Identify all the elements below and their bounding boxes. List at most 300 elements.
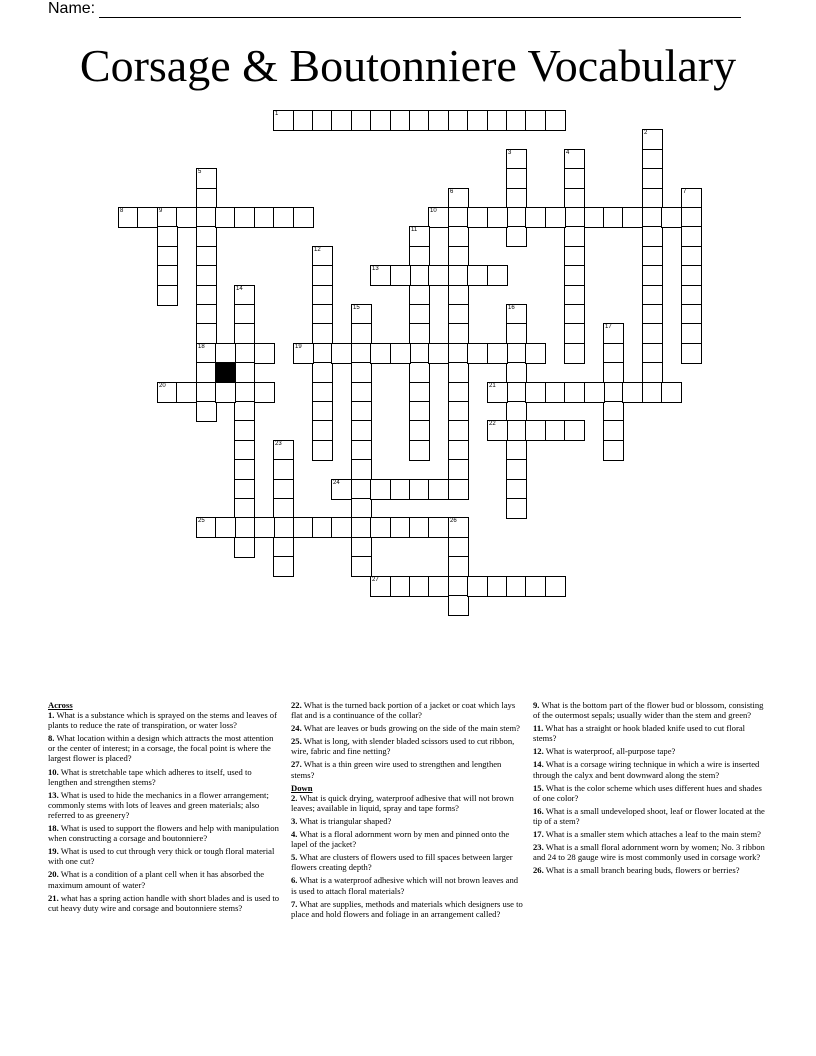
crossword-cell[interactable]: [448, 595, 469, 616]
crossword-cell[interactable]: [428, 517, 449, 538]
crossword-cell[interactable]: [254, 207, 275, 228]
clue-number: 20: [159, 383, 166, 389]
crossword-cell[interactable]: [545, 576, 566, 597]
clue-across: [291, 736, 525, 756]
crossword-cell[interactable]: [564, 207, 585, 228]
crossword-cell[interactable]: [506, 401, 527, 422]
crossword-cell[interactable]: [564, 265, 585, 286]
crossword-cell[interactable]: [506, 207, 527, 228]
clue-number: 14: [236, 286, 243, 292]
crossword-cell[interactable]: [448, 576, 469, 597]
crossword-cell[interactable]: [448, 479, 469, 500]
clue-text: What has a straight or hook bladed knife used to cut floral stems?: [533, 723, 746, 744]
crossword-cell[interactable]: [603, 382, 624, 403]
crossword-cell[interactable]: [234, 343, 255, 364]
crossword-cell[interactable]: [351, 459, 372, 480]
crossword-cell[interactable]: [312, 285, 333, 306]
crossword-cell[interactable]: [564, 343, 585, 364]
crossword-cell[interactable]: [196, 226, 217, 247]
clue-number: 20.: [48, 869, 59, 880]
crossword-cell[interactable]: [409, 285, 430, 306]
crossword-cell[interactable]: [351, 556, 372, 577]
crossword-cell[interactable]: [312, 401, 333, 422]
clue-text: What are leaves or buds growing on the side of the main stem?: [303, 723, 520, 734]
crossword-cell[interactable]: [118, 207, 139, 228]
crossword-cell[interactable]: [234, 498, 255, 519]
crossword-cell[interactable]: [331, 479, 352, 500]
crossword-cell[interactable]: [293, 110, 314, 131]
crossword-cell[interactable]: [196, 285, 217, 306]
crossword-cell[interactable]: [487, 420, 508, 441]
crossword-cell[interactable]: [681, 343, 702, 364]
crossword-cell[interactable]: [506, 440, 527, 461]
crossword-cell[interactable]: [642, 265, 663, 286]
crossword-cell[interactable]: [409, 479, 430, 500]
crossword-cell[interactable]: [428, 576, 449, 597]
clue-text: What is quick drying, waterproof adhesive that will not brown leaves; available in liquid, spray and tape forms?: [291, 792, 514, 813]
clue-down: [533, 806, 767, 826]
crossword-cell[interactable]: [273, 537, 294, 558]
clue-text: What is a floral adornment worn by men and pinned onto the lapel of the jacket?: [291, 829, 510, 850]
crossword-cell[interactable]: [428, 110, 449, 131]
crossword-cell[interactable]: [351, 537, 372, 558]
crossword-cell[interactable]: [506, 323, 527, 344]
crossword-cell[interactable]: [564, 304, 585, 325]
crossword-cell[interactable]: [312, 110, 333, 131]
crossword-cell[interactable]: [196, 382, 217, 403]
crossword-cell[interactable]: [525, 207, 546, 228]
crossword-cell[interactable]: [409, 265, 430, 286]
crossword-cell[interactable]: [234, 517, 255, 538]
crossword-cell[interactable]: [409, 576, 430, 597]
crossword-cell[interactable]: [506, 168, 527, 189]
crossword-cell[interactable]: [448, 246, 469, 267]
crossword-cell[interactable]: [681, 285, 702, 306]
clue-down: [533, 700, 767, 720]
crossword-cell[interactable]: [157, 285, 178, 306]
crossword-cell[interactable]: [196, 323, 217, 344]
crossword-cell[interactable]: [196, 362, 217, 383]
crossword-cell[interactable]: [390, 479, 411, 500]
clue-number: 11: [411, 227, 418, 233]
crossword-cell[interactable]: [351, 479, 372, 500]
crossword-cell[interactable]: [603, 343, 624, 364]
crossword-cell[interactable]: [312, 362, 333, 383]
crossword-cell[interactable]: [584, 207, 605, 228]
across-heading: Across: [48, 700, 73, 710]
crossword-cell[interactable]: [312, 382, 333, 403]
crossword-cell[interactable]: [603, 420, 624, 441]
crossword-cell[interactable]: [448, 226, 469, 247]
crossword-cell[interactable]: [428, 479, 449, 500]
crossword-cell[interactable]: [448, 188, 469, 209]
crossword-cell[interactable]: [448, 556, 469, 577]
crossword-cell[interactable]: [642, 207, 663, 228]
crossword-cell[interactable]: [234, 382, 255, 403]
crossword-cell[interactable]: [487, 207, 508, 228]
crossword-cell[interactable]: [390, 110, 411, 131]
crossword-cell[interactable]: [545, 382, 566, 403]
crossword-cell[interactable]: [215, 207, 236, 228]
crossword-cell[interactable]: [487, 265, 508, 286]
crossword-cell[interactable]: [448, 459, 469, 480]
clue-number: 24: [333, 480, 340, 486]
crossword-cell[interactable]: [331, 343, 352, 364]
crossword-cell[interactable]: [603, 323, 624, 344]
crossword-cell[interactable]: [506, 576, 527, 597]
crossword-cell[interactable]: [390, 517, 411, 538]
crossword-cell[interactable]: [448, 304, 469, 325]
crossword-cell[interactable]: [234, 401, 255, 422]
crossword-cell[interactable]: [409, 420, 430, 441]
crossword-cell[interactable]: [234, 440, 255, 461]
crossword-cell[interactable]: [234, 207, 255, 228]
crossword-cell[interactable]: [234, 285, 255, 306]
crossword-cell[interactable]: [467, 110, 488, 131]
crossword-cell[interactable]: [370, 343, 391, 364]
clue-down: [291, 816, 525, 826]
crossword-cell[interactable]: [273, 479, 294, 500]
crossword-cell[interactable]: [681, 226, 702, 247]
crossword-cell[interactable]: [196, 188, 217, 209]
crossword-cell[interactable]: [506, 149, 527, 170]
crossword-cell[interactable]: [448, 362, 469, 383]
crossword-cell[interactable]: [409, 401, 430, 422]
crossword-cell[interactable]: [409, 382, 430, 403]
crossword-cell[interactable]: [448, 343, 469, 364]
clue-text: What is the color scheme which uses different hues and shades of one color?: [533, 782, 762, 803]
crossword-cell[interactable]: [564, 382, 585, 403]
crossword-cell[interactable]: [545, 110, 566, 131]
crossword-cell[interactable]: [157, 246, 178, 267]
crossword-cell[interactable]: [390, 265, 411, 286]
crossword-cell[interactable]: [681, 304, 702, 325]
crossword-cell[interactable]: [428, 343, 449, 364]
clue-text: What is a smaller stem which attaches a leaf to the main stem?: [545, 829, 761, 840]
crossword-cell[interactable]: [622, 382, 643, 403]
crossword-cell[interactable]: [681, 246, 702, 267]
crossword-cell[interactable]: [506, 420, 527, 441]
crossword-cell[interactable]: [564, 188, 585, 209]
crossword-cell[interactable]: [176, 382, 197, 403]
clue-number: 3.: [291, 815, 298, 826]
clue-across: [291, 700, 525, 720]
crossword-cell[interactable]: [273, 110, 294, 131]
crossword-cell[interactable]: [448, 401, 469, 422]
crossword-cell[interactable]: [370, 576, 391, 597]
clue-text: What is used to hide the mechanics in a flower arrangement; commonly stems with lots of leaves and green materials; also referred to as greenery?: [48, 789, 269, 820]
page-title: Corsage & Boutonniere Vocabulary: [79, 40, 737, 91]
crossword-cell[interactable]: [448, 517, 469, 538]
crossword-cell[interactable]: [506, 459, 527, 480]
crossword-cell[interactable]: [506, 188, 527, 209]
crossword-cell[interactable]: [487, 382, 508, 403]
crossword-cell[interactable]: [234, 304, 255, 325]
crossword-cell[interactable]: [467, 576, 488, 597]
crossword-cell[interactable]: [642, 362, 663, 383]
crossword-cell[interactable]: [351, 323, 372, 344]
crossword-cell[interactable]: [312, 323, 333, 344]
clue-number: 2: [644, 130, 648, 136]
crossword-cell[interactable]: [603, 440, 624, 461]
crossword-cell[interactable]: [681, 207, 702, 228]
crossword-cell[interactable]: [506, 479, 527, 500]
crossword-cell[interactable]: [448, 285, 469, 306]
clue-text: What are supplies, methods and materials which designers use to place and hold flowers and foliage in an arrangement called?: [291, 898, 523, 919]
crossword-cell[interactable]: [525, 576, 546, 597]
crossword-cell[interactable]: [409, 440, 430, 461]
clue-text: What is used to support the flowers and help with manipulation when constructing a corsage and boutonniere?: [48, 823, 279, 844]
crossword-cell[interactable]: [331, 517, 352, 538]
crossword-cell[interactable]: [312, 517, 333, 538]
crossword-cell[interactable]: [564, 246, 585, 267]
crossword-cell[interactable]: [254, 517, 275, 538]
clue-number: 7.: [291, 898, 298, 909]
crossword-cell[interactable]: [506, 226, 527, 247]
crossword-cell[interactable]: [467, 265, 488, 286]
clues-section: [48, 700, 778, 960]
crossword-cell[interactable]: [196, 517, 217, 538]
crossword-cell[interactable]: [351, 382, 372, 403]
crossword-cell[interactable]: [603, 207, 624, 228]
crossword-cell[interactable]: [196, 401, 217, 422]
clue-number: 13: [372, 266, 379, 272]
clue-across: [48, 790, 282, 820]
crossword-cell[interactable]: [603, 362, 624, 383]
crossword-cell[interactable]: [564, 323, 585, 344]
crossword-cell[interactable]: [273, 440, 294, 461]
crossword-cell[interactable]: [351, 420, 372, 441]
clue-down: [533, 746, 767, 756]
crossword-cell[interactable]: [487, 343, 508, 364]
crossword-cell[interactable]: [351, 343, 372, 364]
crossword-cell[interactable]: [312, 265, 333, 286]
crossword-cell[interactable]: [312, 440, 333, 461]
clues-column-3: [533, 700, 767, 878]
crossword-cell[interactable]: [254, 382, 275, 403]
crossword-cell[interactable]: [351, 440, 372, 461]
crossword-cell[interactable]: [525, 343, 546, 364]
clue-text: What is a condition of a plant cell when it has absorbed the maximum amount of water?: [48, 869, 265, 890]
crossword-cell[interactable]: [215, 382, 236, 403]
crossword-cell[interactable]: [642, 304, 663, 325]
crossword-cell[interactable]: [661, 382, 682, 403]
clue-across: [48, 846, 282, 866]
clue-number: 5.: [291, 852, 298, 863]
crossword-cell[interactable]: [642, 188, 663, 209]
clue-text: What is the bottom part of the flower bud or blossom, consisting of the outermost sepals; usually wider than the stem and green?: [533, 700, 764, 721]
crossword-cell[interactable]: [234, 362, 255, 383]
clue-number: 8.: [48, 733, 55, 744]
crossword-cell[interactable]: [370, 517, 391, 538]
clue-across: [291, 759, 525, 779]
clue-number: 15: [353, 305, 360, 311]
crossword-cell[interactable]: [273, 459, 294, 480]
crossword-cell[interactable]: [196, 343, 217, 364]
crossword-cell[interactable]: [448, 537, 469, 558]
clue-number: 1.: [48, 710, 55, 721]
crossword-cell[interactable]: [545, 420, 566, 441]
crossword-cell[interactable]: [273, 498, 294, 519]
crossword-cell[interactable]: [234, 459, 255, 480]
crossword-cell[interactable]: [196, 207, 217, 228]
crossword-cell[interactable]: [564, 420, 585, 441]
crossword-cell[interactable]: [196, 304, 217, 325]
crossword-cell[interactable]: [331, 110, 352, 131]
crossword-cell[interactable]: [564, 168, 585, 189]
crossword-cell[interactable]: [215, 343, 236, 364]
crossword-cell[interactable]: [681, 323, 702, 344]
crossword-cell[interactable]: [196, 265, 217, 286]
crossword-cell[interactable]: [448, 420, 469, 441]
crossword-cell[interactable]: [176, 207, 197, 228]
clue-down: [533, 842, 767, 862]
clue-text: What is waterproof, all-purpose tape?: [545, 746, 676, 757]
crossword-cell[interactable]: [642, 226, 663, 247]
crossword-cell[interactable]: [351, 304, 372, 325]
crossword-cell[interactable]: [196, 246, 217, 267]
crossword-cell[interactable]: [506, 382, 527, 403]
crossword-cell[interactable]: [351, 401, 372, 422]
clue-number: 10.: [48, 766, 59, 777]
crossword-cell[interactable]: [642, 246, 663, 267]
crossword-cell[interactable]: [409, 362, 430, 383]
crossword-cell[interactable]: [196, 168, 217, 189]
crossword-cell[interactable]: [487, 576, 508, 597]
crossword-cell[interactable]: [428, 265, 449, 286]
crossword-cell[interactable]: [137, 207, 158, 228]
crossword-cell[interactable]: [448, 440, 469, 461]
crossword-cell[interactable]: [487, 110, 508, 131]
crossword-cell[interactable]: [409, 246, 430, 267]
crossword-cell[interactable]: [370, 479, 391, 500]
crossword-cell[interactable]: [312, 246, 333, 267]
crossword-cell[interactable]: [525, 420, 546, 441]
crossword-cell[interactable]: [564, 149, 585, 170]
clue-down: [291, 793, 525, 813]
crossword-cell[interactable]: [428, 207, 449, 228]
crossword-cell[interactable]: [409, 517, 430, 538]
crossword-cell[interactable]: [409, 304, 430, 325]
crossword-cell[interactable]: [584, 382, 605, 403]
crossword-cell[interactable]: [564, 285, 585, 306]
clue-across: [48, 823, 282, 843]
crossword-cell[interactable]: [254, 343, 275, 364]
clue-down: [533, 759, 767, 779]
clue-across: [48, 893, 282, 913]
crossword-cell[interactable]: [273, 207, 294, 228]
clue-across: [291, 723, 525, 733]
crossword-cell[interactable]: [642, 285, 663, 306]
clue-text: What is long, with slender bladed scissors used to cut ribbon, wire, fabric and fine netting?: [291, 736, 515, 757]
clue-number: 23.: [533, 842, 544, 853]
clue-number: 23: [275, 441, 282, 447]
clue-text: What are clusters of flowers used to fill spaces between larger flowers creating depth?: [291, 852, 513, 873]
crossword-cell[interactable]: [234, 420, 255, 441]
crossword-cell[interactable]: [642, 129, 663, 150]
crossword-cell[interactable]: [603, 401, 624, 422]
crossword-cell[interactable]: [525, 110, 546, 131]
clue-text: What is a corsage wiring technique in which a wire is inserted through the calyx and bent downward along the stem?: [533, 759, 760, 780]
crossword-cell[interactable]: [293, 343, 314, 364]
crossword-cell[interactable]: [351, 362, 372, 383]
crossword-cell[interactable]: [622, 207, 643, 228]
crossword-cell[interactable]: [467, 207, 488, 228]
crossword-cell[interactable]: [351, 110, 372, 131]
name-label: Name:: [48, 0, 96, 17]
crossword-cell[interactable]: [448, 207, 469, 228]
clue-down: [291, 852, 525, 872]
crossword-cell[interactable]: [157, 207, 178, 228]
crossword-cell[interactable]: [642, 382, 663, 403]
crossword-cell[interactable]: [312, 304, 333, 325]
crossword-cell[interactable]: [642, 149, 663, 170]
crossword-cell[interactable]: [525, 382, 546, 403]
crossword-cell[interactable]: [390, 576, 411, 597]
crossword-cell[interactable]: [273, 556, 294, 577]
clue-number: 16.: [533, 805, 544, 816]
crossword-cell[interactable]: [681, 265, 702, 286]
crossword-cell[interactable]: [312, 343, 333, 364]
crossword-cell[interactable]: [448, 323, 469, 344]
clue-across: [48, 710, 282, 730]
crossword-cell[interactable]: [409, 226, 430, 247]
crossword-cell[interactable]: [506, 304, 527, 325]
crossword-cell[interactable]: [293, 517, 314, 538]
crossword-cell[interactable]: [564, 226, 585, 247]
clue-number: 6: [450, 189, 454, 195]
crossword-cell[interactable]: [234, 323, 255, 344]
crossword-cell[interactable]: [642, 168, 663, 189]
clue-number: 19.: [48, 846, 59, 857]
crossword-cell[interactable]: [215, 517, 236, 538]
crossword-cell[interactable]: [157, 382, 178, 403]
crossword-cell[interactable]: [448, 265, 469, 286]
crossword-cell[interactable]: [409, 323, 430, 344]
clue-number: 8: [120, 208, 124, 214]
crossword-cell[interactable]: [157, 265, 178, 286]
crossword-cell[interactable]: [157, 226, 178, 247]
crossword-cell[interactable]: [506, 362, 527, 383]
crossword-cell[interactable]: [390, 343, 411, 364]
crossword-cell[interactable]: [506, 343, 527, 364]
crossword-cell[interactable]: [409, 110, 430, 131]
crossword-cell[interactable]: [545, 207, 566, 228]
crossword-cell[interactable]: [448, 382, 469, 403]
crossword-cell[interactable]: [661, 207, 682, 228]
crossword-cell[interactable]: [681, 188, 702, 209]
crossword-cell[interactable]: [370, 265, 391, 286]
crossword-cell[interactable]: [234, 479, 255, 500]
crossword-cell[interactable]: [506, 498, 527, 519]
crossword-cell[interactable]: [351, 517, 372, 538]
clue-down: [533, 723, 767, 743]
crossword-cell[interactable]: [312, 420, 333, 441]
crossword-cell[interactable]: [234, 537, 255, 558]
clue-text: What is a small branch bearing buds, flowers or berries?: [545, 865, 740, 876]
clue-number: 26: [450, 518, 457, 524]
crossword-cell[interactable]: [409, 343, 430, 364]
crossword-cell[interactable]: [351, 498, 372, 519]
crossword-cell[interactable]: [467, 343, 488, 364]
crossword-cell[interactable]: [642, 323, 663, 344]
crossword-cell[interactable]: [448, 110, 469, 131]
crossword-cell[interactable]: [506, 110, 527, 131]
crossword-cell[interactable]: [642, 343, 663, 364]
crossword-cell[interactable]: [293, 207, 314, 228]
crossword-cell[interactable]: [273, 517, 294, 538]
crossword-cell[interactable]: [370, 110, 391, 131]
